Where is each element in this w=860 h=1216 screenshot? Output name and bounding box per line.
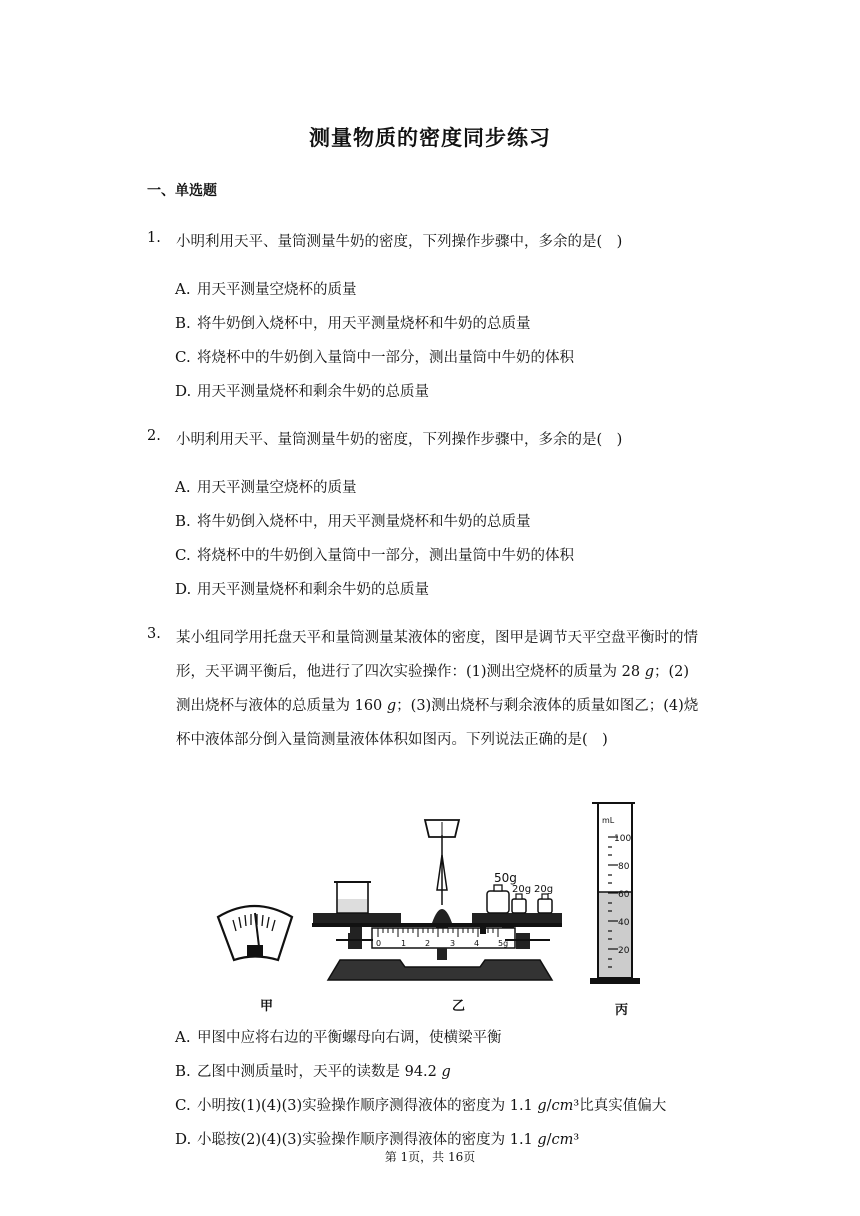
- dial-jia: [218, 906, 292, 960]
- option-label: B.: [175, 1062, 191, 1080]
- question-1-option-c[interactable]: [175, 346, 574, 367]
- balance-yi: [312, 820, 562, 980]
- option-text: 小明按(1)(4)(3)实验操作顺序测得液体的密度为 1.1 𝑔/𝑐𝑚³比真实值偏大: [197, 1098, 667, 1114]
- question-1-text: 小明利用天平、量筒测量牛奶的密度，下列操作步骤中，多余的是( ): [176, 234, 623, 250]
- figure-label-yi: 乙: [452, 999, 466, 1014]
- weight-label-50g: 50g: [494, 871, 517, 885]
- question-3-option-a[interactable]: [175, 1026, 502, 1047]
- question-1-option-a[interactable]: [175, 278, 357, 299]
- cylinder-tick-100: 100: [614, 834, 632, 844]
- cylinder-tick-80: 80: [618, 862, 630, 872]
- option-label: A.: [175, 1028, 191, 1046]
- question-2-option-c[interactable]: [175, 544, 574, 565]
- question-2-text: 小明利用天平、量筒测量牛奶的密度，下列操作步骤中，多余的是( ): [176, 432, 623, 448]
- option-text: 小聪按(2)(4)(3)实验操作顺序测得液体的密度为 1.1 𝑔/𝑐𝑚³: [197, 1132, 580, 1148]
- question-1-option-b[interactable]: [175, 312, 531, 333]
- option-text: 用天平测量烧杯和剩余牛奶的总质量: [197, 384, 429, 400]
- option-text: 将烧杯中的牛奶倒入量筒中一部分，测出量筒中牛奶的体积: [197, 350, 574, 366]
- option-text: 甲图中应将右边的平衡螺母向右调，使横梁平衡: [197, 1030, 502, 1046]
- option-label: A.: [175, 478, 191, 496]
- weight-label-20g-a: 20g: [512, 884, 532, 895]
- question-3-option-d[interactable]: [175, 1128, 579, 1149]
- option-label: B.: [175, 512, 191, 530]
- page-footer: 第 1页，共 16页: [384, 1150, 476, 1164]
- option-label: D.: [175, 1130, 192, 1148]
- question-3-line-2: 形，天平调平衡后，他进行了四次实验操作：(1)测出空烧杯的质量为 28 𝑔；(2): [176, 664, 690, 680]
- rule-tick-2: 2: [425, 939, 431, 948]
- option-text: 用天平测量空烧杯的质量: [197, 282, 357, 298]
- page-title: 测量物质的密度同步练习: [309, 125, 551, 150]
- question-1-number: 1.: [147, 230, 161, 246]
- question-3-line-3: 测出烧杯与液体的总质量为 160 𝑔；(3)测出烧杯与剩余液体的质量如图乙；(4)烧: [176, 698, 699, 714]
- option-label: B.: [175, 314, 191, 332]
- option-label: C.: [175, 546, 191, 564]
- figure-label-jia: 甲: [260, 999, 274, 1014]
- cylinder-bing: [590, 803, 640, 984]
- question-3-option-c[interactable]: [175, 1094, 666, 1115]
- rule-tick-4: 4: [474, 939, 480, 948]
- question-2-option-d[interactable]: [175, 578, 429, 599]
- option-text: 将烧杯中的牛奶倒入量筒中一部分，测出量筒中牛奶的体积: [197, 548, 574, 564]
- weight-label-20g-b: 20g: [534, 884, 554, 895]
- cylinder-tick-60: 60: [618, 890, 630, 900]
- question-3-line-4: 杯中液体部分倒入量筒测量液体体积如图丙。下列说法正确的是( ): [176, 732, 608, 748]
- option-label: C.: [175, 348, 191, 366]
- cylinder-tick-40: 40: [618, 918, 630, 928]
- question-3-line-1: 某小组同学用托盘天平和量筒测量某液体的密度，图甲是调节天平空盘平衡时的情: [176, 630, 698, 646]
- option-label: C.: [175, 1096, 191, 1114]
- rule-tick-1: 1: [401, 939, 407, 948]
- question-2-number: 2.: [147, 428, 161, 444]
- question-1-option-d[interactable]: [175, 380, 429, 401]
- section-heading: 一、单选题: [147, 183, 217, 199]
- option-text: 用天平测量空烧杯的质量: [197, 480, 357, 496]
- figure-label-bing: 丙: [615, 1003, 629, 1018]
- question-3-number: 3.: [147, 626, 161, 642]
- question-3-option-b[interactable]: [175, 1060, 451, 1081]
- option-label: D.: [175, 382, 192, 400]
- option-text: 乙图中测质量时，天平的读数是 94.2 𝑔: [197, 1064, 451, 1080]
- rule-tick-0: 0: [376, 939, 382, 948]
- option-text: 用天平测量烧杯和剩余牛奶的总质量: [197, 582, 429, 598]
- question-2-option-b[interactable]: [175, 510, 531, 531]
- option-label: D.: [175, 580, 192, 598]
- cylinder-unit: mL: [602, 816, 615, 825]
- rule-tick-3: 3: [450, 939, 456, 948]
- option-label: A.: [175, 280, 191, 298]
- cylinder-tick-20: 20: [618, 946, 630, 956]
- balance-figure: [200, 795, 660, 1020]
- option-text: 将牛奶倒入烧杯中，用天平测量烧杯和牛奶的总质量: [197, 514, 531, 530]
- question-2-option-a[interactable]: [175, 476, 357, 497]
- rule-tick-5g: 5g: [498, 939, 509, 948]
- option-text: 将牛奶倒入烧杯中，用天平测量烧杯和牛奶的总质量: [197, 316, 531, 332]
